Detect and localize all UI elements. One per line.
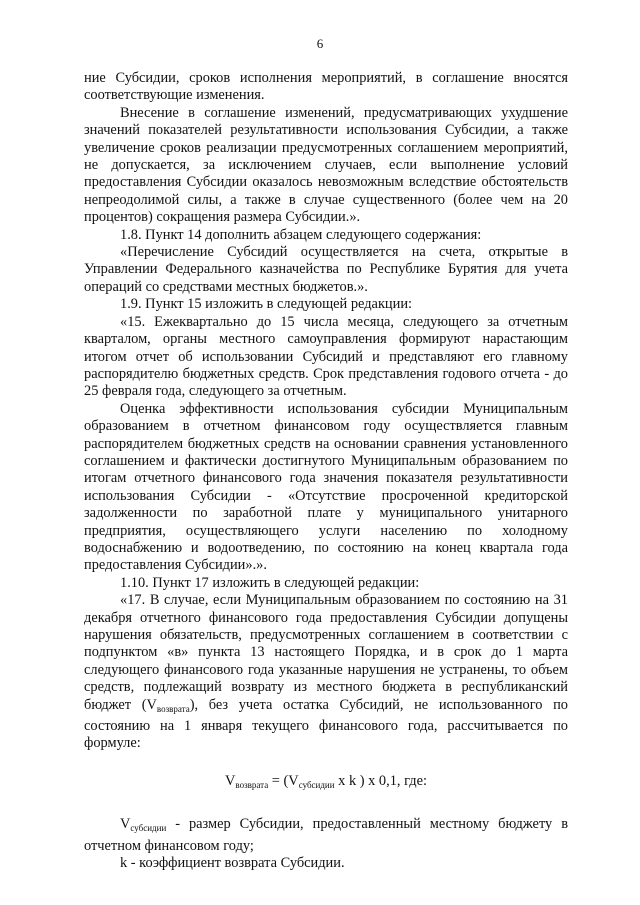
paragraph-text: ), без учета остатка Субсидий, не использованного по состоянию на 1 января текущего финансового года, рассчитывается по формуле: <box>84 696 569 752</box>
paragraph: 1.8. Пункт 14 дополнить абзацем следующего содержания: <box>120 226 482 243</box>
paragraph: «Перечисление Субсидий осуществляется на счета, открытые в Управлении Федерального казначейства по Республике Бурятия для учета операций со средствами местных бюджетов.». <box>84 244 568 295</box>
formula-v: V <box>224 772 236 789</box>
paragraph: Оценка эффективности использования субсидии Муниципальным образованием в отчетном финансовом году осуществляется главным распорядителем бюджетных средств на основании сравнения установленного соглашением и фактически достигнутого Муниципальным образованием по итогам отчетного финансового года значения показателя результативности использования Субсидии - «Отсутствие просроченной кредиторской задолженности по заработной плате у муниципального унитарного предприятия, осуществляющего услуги населению по холодному водоснабжению и водоотведению, по состоянию на конец квартала года предоставления Субсидии».». <box>84 400 568 574</box>
subscript: субсидии <box>298 779 335 790</box>
paragraph-text: V <box>120 816 131 833</box>
paragraph: 1.10. Пункт 17 изложить в следующей редакции: <box>120 574 420 591</box>
formula <box>84 773 568 794</box>
paragraph: k - коэффициент возврата Субсидии. <box>120 855 345 872</box>
formula-rest: x k ) x 0,1, где: <box>334 772 427 789</box>
paragraph: «15. Ежеквартально до 15 числа месяца, следующего за отчетным кварталом, органы местного самоуправления формируют нарастающим итогом отчет об использовании Субсидий и представляют его главному распорядителю бюджетных средств. Срок представления годового отчета - до 25 февраля года, следующего за отчетным. <box>84 313 568 400</box>
paragraph: ние Субсидии, сроков исполнения мероприятий, в соглашение вносятся соответствующие изменения. <box>84 70 568 104</box>
paragraph: Внесение в соглашение изменений, предусматривающих ухудшение значений показателей результативности использования Субсидии, а также увеличение сроков реализации предусмотренных соглашением мероприятий, не допускается, за исключением случаев, если выполнение условий предоставления Субсидии оказалось невозможным вследствие обстоятельств непреодолимой силы, а также в случае существенного (более чем на 20 процентов) сокращения размера Субсидии.». <box>84 104 568 226</box>
paragraph-text: «17. В случае, если Муниципальным образованием по состоянию на 31 декабря отчетного финансового года предоставления Субсидии допущены нарушения обязательств, предусмотренных соглашением в соответствии с подпунктом «в» пункта 13 настоящего Порядка, и в срок до 1 марта следующего финансового года указанные нарушения не устранены, то объем средств, подлежащий возврату из местного бюджета в республиканский бюджет (V <box>84 592 568 713</box>
subscript: субсидии <box>130 823 167 834</box>
formula-eq: = (V <box>268 772 299 789</box>
paragraph <box>84 816 568 855</box>
subscript: возврата <box>156 703 190 714</box>
paragraph-text: - размер Субсидии, предоставленный местному бюджету в отчетном финансовом году; <box>84 816 568 854</box>
document-body <box>84 70 568 872</box>
page-number: 6 <box>316 36 324 51</box>
paragraph <box>84 592 568 753</box>
paragraph: 1.9. Пункт 15 изложить в следующей редакции: <box>120 296 413 313</box>
subscript: возврата <box>235 779 269 790</box>
